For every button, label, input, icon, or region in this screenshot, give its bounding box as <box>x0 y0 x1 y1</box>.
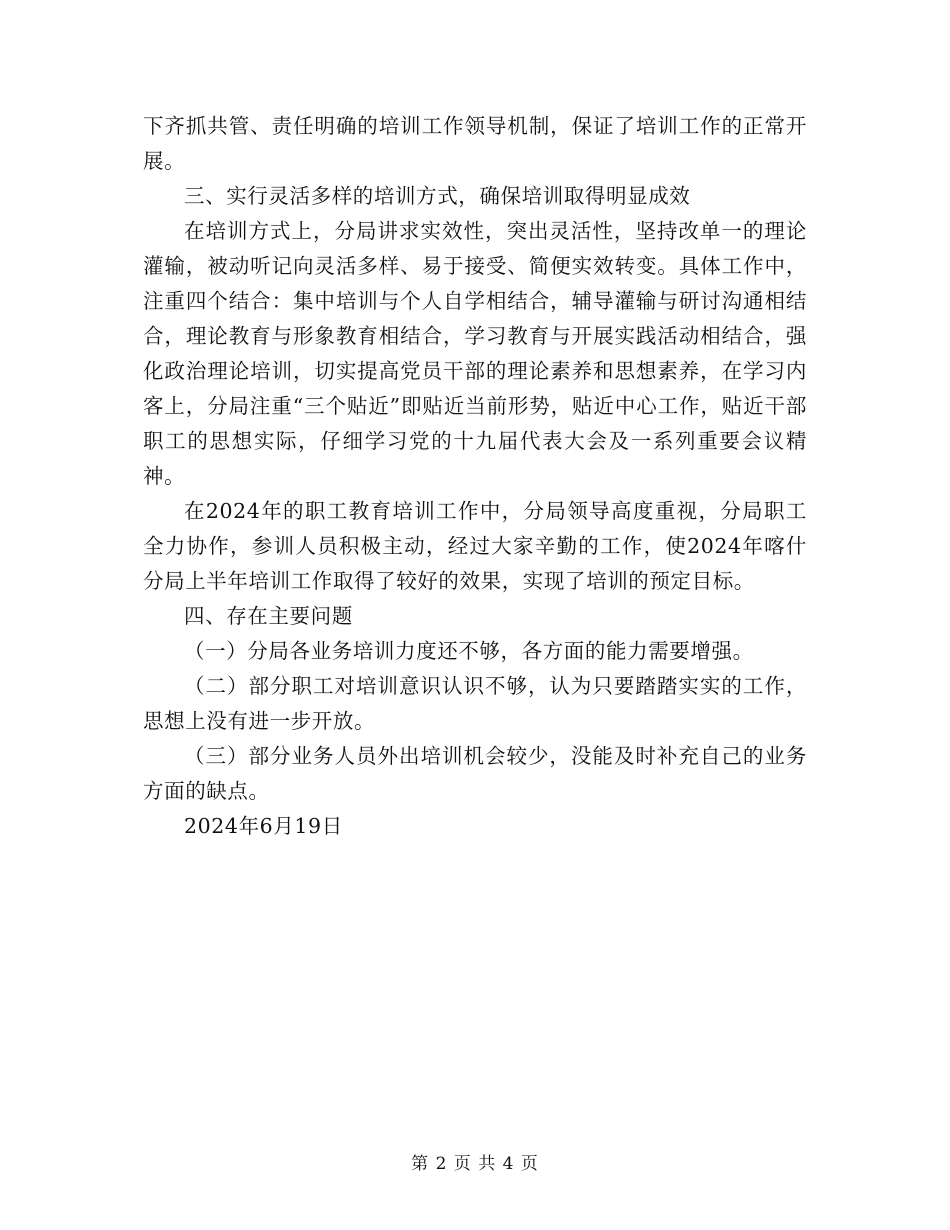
problem-item-3: （三）部分业务人员外出培训机会较少，没能及时补充自己的业务方面的缺点。 <box>143 744 807 803</box>
footer-prefix: 第 <box>411 1154 430 1174</box>
footer-middle: 页 共 <box>453 1154 497 1174</box>
footer-current-page: 2 <box>435 1154 448 1174</box>
footer-total-pages: 4 <box>502 1154 515 1174</box>
problem-item-1: （一）分局各业务培训力度还不够，各方面的能力需要增强。 <box>184 639 754 663</box>
document-body <box>143 109 807 844</box>
page-footer <box>0 1154 950 1174</box>
document-date: 2024年6月19日 <box>184 814 343 838</box>
footer-suffix: 页 <box>520 1154 539 1174</box>
section-heading-3: 三、实行灵活多样的培训方式，确保培训取得明显成效 <box>184 184 691 208</box>
paragraph-2024-summary: 在2024年的职工教育培训工作中，分局领导高度重视，分局职工全力协作，参训人员积极主动，经过大家辛勤的工作，使2024年喀什分局上半年培训工作取得了较好的效果，实现了培训的预定目标。 <box>143 499 807 593</box>
paragraph-1: 下齐抓共管、责任明确的培训工作领导机制，保证了培训工作的正常开展。 <box>143 114 807 173</box>
section-heading-4: 四、存在主要问题 <box>184 604 353 628</box>
paragraph-training-methods: 在培训方式上，分局讲求实效性，突出灵活性，坚持改单一的理论灌输，被动听记向灵活多样、易于接受、简便实效转变。具体工作中，注重四个结合：集中培训与个人自学相结合，辅导灌输与研讨沟通相结合，理论教育与形象教育相结合，学习教育与开展实践活动相结合，强化政治理论培训，切实提高党员干部的理论素养和思想素养，在学习内客上，分局注重“三个贴近”即贴近当前形势，贴近中心工作，贴近干部职工的思想实际，仔细学习党的十九届代表大会及一系列重要会议精神。 <box>143 219 807 488</box>
problem-item-2: （二）部分职工对培训意识认识不够，认为只要踏踏实实的工作，思想上没有进一步开放。 <box>143 674 807 733</box>
